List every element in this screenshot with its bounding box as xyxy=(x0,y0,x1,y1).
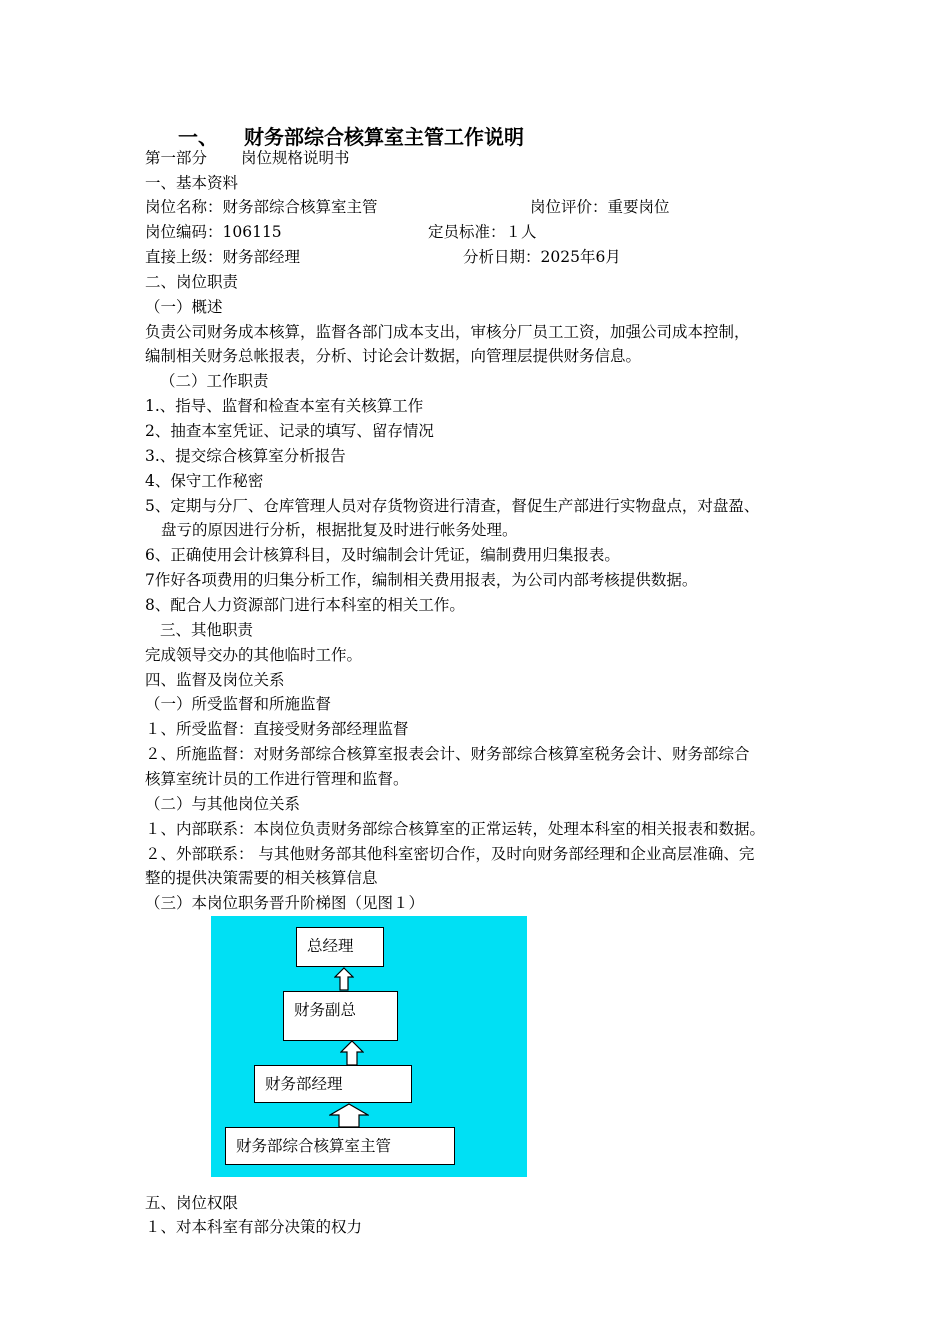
section4-heading: 四、监督及岗位关系 xyxy=(145,671,285,689)
section5-heading: 五、岗位权限 xyxy=(145,1194,239,1212)
ladder-level-general-manager: 总经理 xyxy=(296,927,384,967)
ladder-level-finance-manager: 财务部经理 xyxy=(254,1065,412,1103)
title-text: 财务部综合核算室主管工作说明 xyxy=(244,125,524,149)
internal-contact: １、内部联系：本岗位负责财务部综合核算室的正常运转，处理本科室的相关报表和数据。 xyxy=(145,820,766,838)
job-eval: 岗位评价：重要岗位 xyxy=(530,198,670,216)
job-name: 岗位名称：财务部综合核算室主管 xyxy=(145,198,378,216)
up-arrow-icon xyxy=(329,1103,369,1128)
duty-item-continued: 盘亏的原因进行分析，根据批复及时进行帐务处理。 xyxy=(161,521,518,539)
promotion-ladder-diagram xyxy=(211,916,527,1177)
duty-item: 6、正确使用会计核算科目，及时编制会计凭证，编制费用归集报表。 xyxy=(145,546,620,564)
title-number: 一、 xyxy=(178,125,218,149)
analysis-date: 分析日期：2025年6月 xyxy=(463,248,621,266)
other-duties-text: 完成领导交办的其他临时工作。 xyxy=(145,646,363,664)
ladder-heading: （三）本岗位职务晋升阶梯图（见图１） xyxy=(145,894,425,912)
overview-text-line1: 负责公司财务成本核算，监督各部门成本支出，审核分厂员工工资，加强公司成本控制， xyxy=(145,323,750,341)
duty-item: 4、保守工作秘密 xyxy=(145,472,264,490)
section1-heading: 一、基本资料 xyxy=(145,174,239,192)
direct-superior: 直接上级：财务部经理 xyxy=(145,248,301,266)
document-title xyxy=(178,121,524,150)
supervised-by: １、所受监督：直接受财务部经理监督 xyxy=(145,720,409,738)
supervises-line2: 核算室统计员的工作进行管理和监督。 xyxy=(145,770,409,788)
part-line xyxy=(145,148,350,168)
up-arrow-icon xyxy=(340,1040,364,1066)
part-label: 第一部分 xyxy=(145,149,208,167)
duty-item: 7作好各项费用的归集分析工作，编制相关费用报表，为公司内部考核提供数据。 xyxy=(145,571,698,589)
authority-item: １、对本科室有部分决策的权力 xyxy=(145,1218,363,1236)
duty-item: 8、配合人力资源部门进行本科室的相关工作。 xyxy=(145,596,465,614)
external-contact-line2: 整的提供决策需要的相关核算信息 xyxy=(145,869,378,887)
duty-item: 5、定期与分厂、仓库管理人员对存货物资进行清查，督促生产部进行实物盘点，对盘盈、 xyxy=(145,497,760,515)
duty-item: 2、抽查本室凭证、记录的填写、留存情况 xyxy=(145,422,434,440)
ladder-level-finance-vp: 财务副总 xyxy=(283,991,398,1041)
up-arrow-icon xyxy=(334,967,354,991)
relations-heading: （二）与其他岗位关系 xyxy=(145,795,301,813)
duty-item: 1.、指导、监督和检查本室有关核算工作 xyxy=(145,397,424,415)
supervises-line1: ２、所施监督：对财务部综合核算室报表会计、财务部综合核算室税务会计、财务部综合 xyxy=(145,745,750,763)
overview-heading: （一）概述 xyxy=(145,298,223,316)
part-name: 岗位规格说明书 xyxy=(241,149,350,167)
other-duties-heading: 三、其他职责 xyxy=(160,621,254,639)
overview-text-line2: 编制相关财务总帐报表，分析、讨论会计数据，向管理层提供财务信息。 xyxy=(145,347,642,365)
job-code: 岗位编码：106115 xyxy=(145,223,282,241)
duties-heading: （二）工作职责 xyxy=(160,372,269,390)
duty-item: 3.、提交综合核算室分析报告 xyxy=(145,447,346,465)
staffing: 定员标准：１人 xyxy=(428,223,537,241)
external-contact-line1: ２、外部联系： 与其他财务部其他科室密切合作，及时向财务部经理和企业高层准确、完 xyxy=(145,845,755,863)
ladder-level-accounting-supervisor: 财务部综合核算室主管 xyxy=(225,1127,455,1165)
supervision-heading: （一）所受监督和所施监督 xyxy=(145,695,332,713)
section2-heading: 二、岗位职责 xyxy=(145,273,239,291)
